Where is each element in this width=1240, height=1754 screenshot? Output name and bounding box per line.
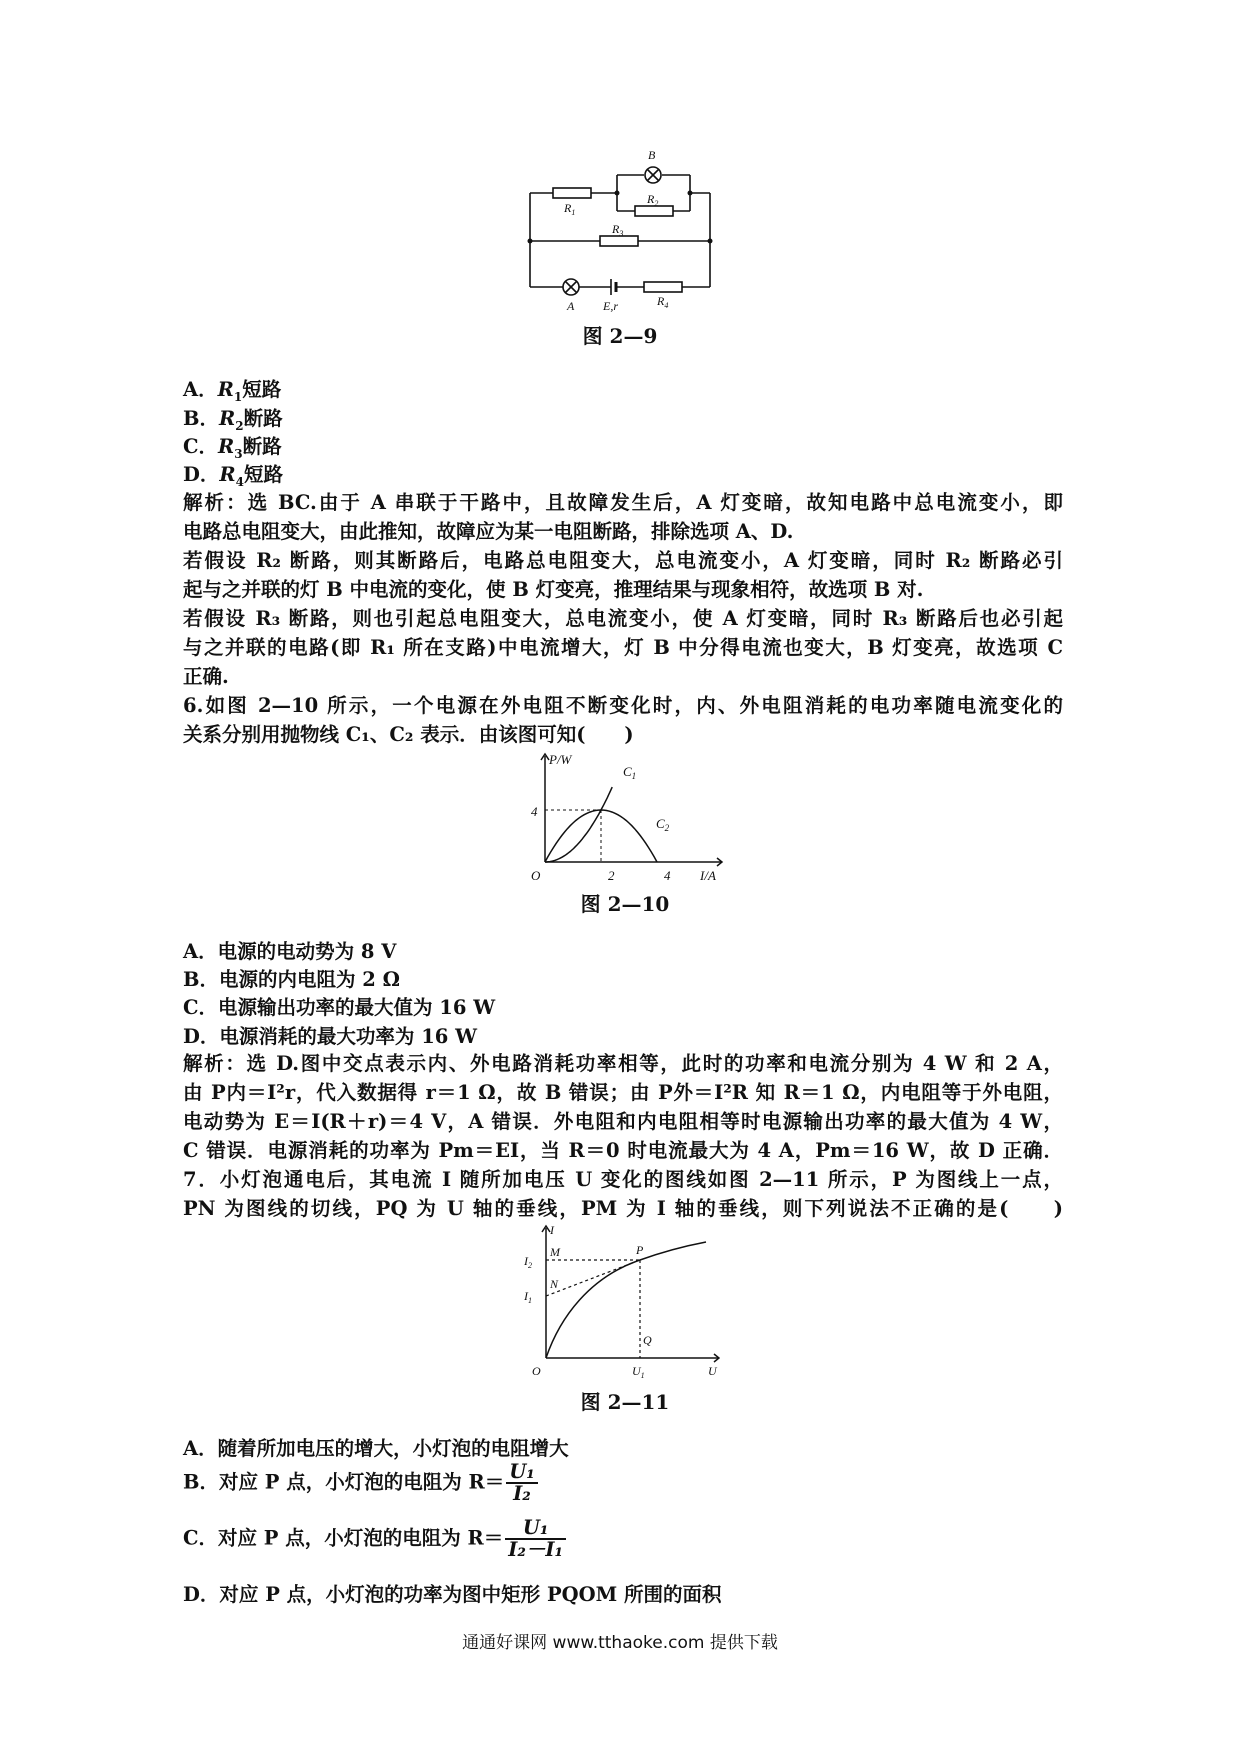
q6-analysis-line: 由 P内＝I²r，代入数据得 r＝1 Ω，故 B 错误；由 P外＝I²R 知 R＝1 Ω，内电阻等于外电阻， [183,1081,1063,1104]
q7-option-d: D．对应 P 点，小灯泡的功率为图中矩形 PQOM 所围的面积 [183,1583,722,1606]
chart-y-axis-label: P/W [549,752,572,767]
q5-analysis-line: 起与之并联的灯 B 中电流的变化，使 B 灯变亮，推理结果与现象相符，故选项 B 对. [183,578,924,601]
svg-text:U: U [708,1364,717,1378]
q6-analysis-line: 电动势为 E＝I(R＋r)＝4 V，A 错误．外电阻和内电阻相等时电源输出功率的最大值为 4 W， [183,1110,1063,1133]
q6-analysis-line: 解析：选 D.图中交点表示内、外电路消耗功率相等，此时的功率和电流分别为 4 W 和 2 A， [183,1052,1063,1075]
svg-text:R2: $R_2$ [647,192,659,208]
svg-text:R1: $R_1$ [564,201,576,217]
svg-text:O: O [532,1364,541,1378]
q6-analysis [183,1049,1063,1165]
svg-text:M: M [550,1245,560,1259]
q7-option-c-text: C．对应 P 点，小灯泡的电阻为 R＝ [183,1526,504,1550]
q5-analysis-line: 与之并联的电路(即 R₁ 所在支路)中电流增大，灯 B 中分得电流也变大，B 灯变亮，故选项 C [183,636,1063,659]
q7-stem-line: PN 为图线的切线，PQ 为 U 轴的垂线，PM 为 I 轴的垂线，则下列说法不正确的是( ) [183,1197,1063,1220]
q5-analysis-line: 电路总电阻变大，由此推知，故障应为某一电阻断路，排除选项 A、D. [183,520,794,543]
circuit-diagram-fig-2-9 [520,145,720,315]
svg-text:U1: $U_1$ [632,1364,645,1380]
svg-text:P: P [636,1243,644,1257]
q7-option-b-text: B．对应 P 点，小灯泡的电阻为 R＝ [183,1470,505,1494]
q5-option-b: B．$R_2$断路 [183,407,283,433]
fraction-u1-over-i2-minus-i1: $\frac{\text{U₁}}{\text{I₂－I₁}}$ [505,1518,566,1560]
q7-stem [183,1165,1063,1223]
q6-option-c: C．电源输出功率的最大值为 16 W [183,996,496,1019]
svg-text:N: N [550,1277,559,1291]
chart-series-c1 [545,787,612,862]
figure-caption-2-10: 图 2—10 [580,892,670,916]
q6-stem-line: 关系分别用抛物线 C₁、C₂ 表示．由该图可知( ) [183,723,634,746]
q6-option-a: A．电源的电动势为 8 V [183,940,397,963]
q6-analysis-line: C 错误．电源消耗的功率为 Pm＝EI，当 R＝0 时电流最大为 4 A，Pm＝16 W，故 D 正确． [183,1139,1063,1162]
tangent-line-pn [546,1260,640,1296]
chart-x-axis-label: I/A [700,868,716,883]
svg-text:I1: $I_1$ [524,1289,532,1305]
chart-origin-label: O [531,868,541,883]
q5-option-a: A．$R_1$短路 [183,378,282,404]
figure-caption-2-9: 图 2—9 [582,324,658,348]
q5-analysis-line: 若假设 R₃ 断路，则也引起总电阻变大，总电流变小，使 A 灯变暗，同时 R₃ 断路后也必引起 [183,607,1063,630]
page-footer: 通通好课网 www.tthaoke.com 提供下载 [462,1633,778,1653]
chart-y-tick-label: 4 [531,804,538,819]
svg-text:R3: $R_3$ [612,222,624,238]
q5-option-c: C．$R_3$断路 [183,435,282,461]
fraction-u1-over-i2: $\frac{\text{U₁}}{\text{I₂}}$ [506,1462,538,1504]
q5-analysis-line: 解析：选 BC.由于 A 串联于干路中，且故障发生后，A 灯变暗，故知电路中总电流变小，即 [183,491,1063,514]
q5-analysis-line: 正确. [183,665,229,688]
current-voltage-curve-fig-2-11 [520,1222,720,1382]
chart-series-label-c1: $C_1$ [623,764,637,781]
q5-analysis-line: 若假设 R₂ 断路，则其断路后，电路总电阻变大，总电流变小，A 灯变暗，同时 R₂ 断路必引 [183,549,1063,572]
chart-series-label-c2: $C_2$ [656,816,670,833]
svg-text:A: A [567,299,575,313]
power-current-chart-fig-2-10 [525,748,725,888]
chart-x-tick-label: 2 [608,868,615,883]
resistor-r1 [553,188,591,198]
q6-option-b: B．电源的内电阻为 2 Ω [183,968,400,991]
q7-option-b [183,1462,538,1504]
q7-stem-line: 7．小灯泡通电后，其电流 I 随所加电压 U 变化的图线如图 2—11 所示，P 为图线上一点， [183,1168,1063,1191]
svg-text:I: I [550,1223,554,1237]
chart-x-tick-label: 4 [664,868,671,883]
q6-stem-line: 6.如图 2—10 所示，一个电源在外电阻不断变化时，内、外电阻消耗的电功率随电流变化的 [183,694,1063,717]
figure-caption-2-11: 图 2—11 [580,1390,670,1414]
svg-text:R4: $R_4$ [657,294,669,310]
svg-text:Q: Q [643,1333,652,1347]
q6-option-d: D．电源消耗的最大功率为 16 W [183,1025,478,1048]
svg-text:I2: $I_2$ [524,1254,532,1270]
q6-stem [183,691,1063,749]
q5-option-d: D．$R_4$短路 [183,463,284,489]
q7-option-a: A．随着所加电压的增大，小灯泡的电阻增大 [183,1437,569,1460]
svg-text:B: B [648,148,656,162]
resistor-r4 [644,282,682,292]
svg-text:E,r: E,r [603,299,618,313]
q5-analysis [183,488,1063,691]
q7-option-c [183,1518,566,1560]
